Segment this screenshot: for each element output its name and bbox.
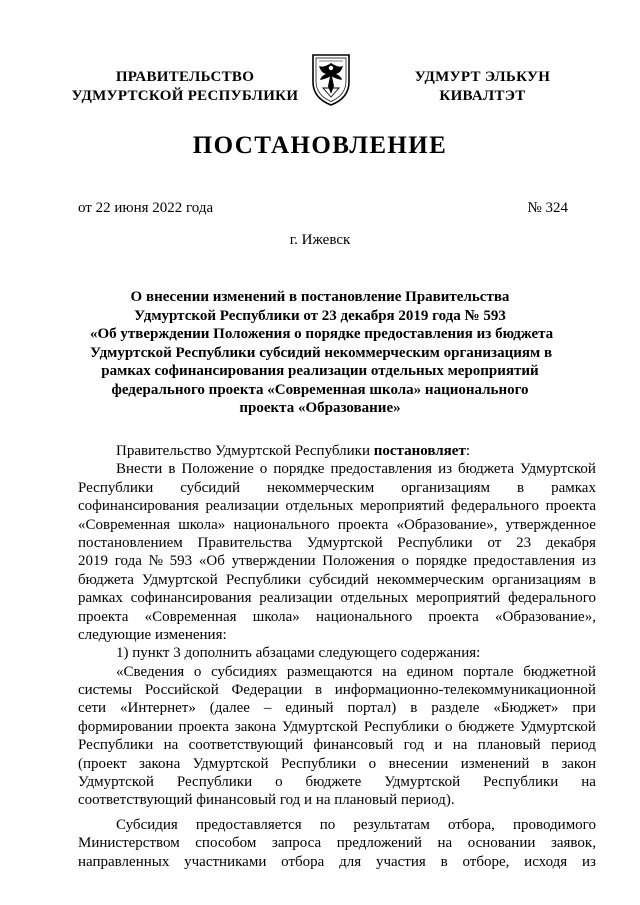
body-word: проекта (78, 608, 129, 625)
body-word: в (517, 479, 525, 496)
body-word: на (452, 737, 468, 754)
body-line (78, 571, 596, 589)
body-word: софинансирования (130, 590, 252, 607)
body-line (78, 497, 596, 515)
body-word: дополнить (184, 645, 256, 662)
body-word: организациям (492, 571, 581, 588)
body-word: 1) (116, 645, 133, 662)
body-word: участия (375, 853, 426, 870)
intro-suffix: : (465, 443, 470, 459)
body-word: от (487, 534, 502, 551)
body-word: рамках (551, 479, 596, 496)
body-word: в (440, 853, 448, 870)
body-word: предоставляется (195, 816, 302, 833)
body-line (78, 626, 596, 644)
body-word: отборе, (462, 853, 510, 870)
body-word: Республики (483, 774, 559, 791)
header-right-line-2: КИВАЛТЭТ (439, 88, 526, 104)
body-word: в (168, 461, 176, 478)
body-word: и (434, 737, 443, 754)
body-word: о (368, 755, 377, 772)
body-word: «Современная (144, 608, 237, 625)
body-word: порядке (415, 553, 467, 570)
subject-line: О внесении изменений в постановление Правительства (130, 289, 510, 305)
subject-line: Удмуртской Республики от 23 декабря 2019 года № 593 (134, 307, 506, 324)
body-line (78, 773, 596, 791)
body-word: 593 (169, 553, 193, 570)
body-word: едином (406, 663, 454, 680)
body-word: 23 (516, 534, 532, 551)
body-word: Правительства (197, 534, 292, 551)
body-word: отдельных (285, 498, 354, 515)
body-line (78, 479, 596, 497)
body-word: отбора, (447, 816, 495, 833)
body-word: порядке (273, 461, 325, 478)
body-word: размещаются (286, 663, 373, 680)
body-word: единый (285, 700, 334, 717)
body-word: Внести (116, 461, 163, 478)
body-line (78, 816, 596, 834)
body-word: по (319, 816, 336, 833)
body-word: Удмуртской (141, 571, 218, 588)
body-word: о (259, 461, 268, 478)
body-word: национального (233, 516, 330, 533)
body-word: следующие (78, 626, 155, 643)
intro-prefix: Правительство Удмуртской Республики (116, 443, 374, 459)
body-word: Удмуртской (78, 774, 154, 791)
body-word: при (572, 700, 596, 717)
subject-line: «Об утверждении Положения о порядке предоставления из бюджета (90, 326, 554, 342)
body-word: Положения (322, 553, 395, 570)
body-word: субсидий (309, 571, 369, 588)
body-word: на (315, 792, 335, 809)
subject-line: федерального проекта «Современная школа» национального (111, 381, 529, 398)
body-word: и (304, 792, 316, 809)
body-word: проекта (178, 718, 229, 735)
body-word: соответствующий (188, 737, 304, 754)
header-right-line-1: УДМУРТ ЭЛЬКУН (414, 69, 551, 85)
document-body (78, 442, 596, 871)
body-line (78, 699, 596, 717)
body-word: период). (400, 792, 455, 809)
body-line (78, 755, 596, 773)
header-left-authority (60, 68, 310, 106)
body-word: предоставления (330, 461, 433, 478)
body-line (78, 834, 596, 852)
body-word: результатам (353, 816, 430, 833)
body-line (78, 608, 596, 626)
body-word: способом (195, 835, 257, 852)
body-word: школа» (252, 608, 300, 625)
body-word: пункт (132, 645, 174, 662)
body-word: Республики (78, 479, 154, 496)
body-word: запроса (271, 835, 322, 852)
body-line (78, 516, 596, 534)
document-title: ПОСТАНОВЛЕНИЕ (192, 132, 448, 159)
body-word: портал) (347, 700, 397, 717)
body-word: соответствующий (78, 792, 197, 809)
body-word: «Современная (78, 516, 171, 533)
body-word: № (148, 553, 163, 570)
body-line (78, 534, 596, 552)
header-left-line-2: УДМУРТСКОЙ РЕСПУБЛИКИ (71, 88, 299, 104)
body-word: бюджета (78, 571, 134, 588)
body-word: «Бюджет» (493, 700, 559, 717)
header-left-line-1: ПРАВИТЕЛЬСТВО (115, 69, 255, 85)
document-number: № 324 (527, 200, 568, 216)
body-word: бюджета (458, 461, 514, 478)
body-word: из (438, 461, 453, 478)
body-line (78, 853, 596, 871)
body-word: «Интернет» (120, 700, 196, 717)
body-word: школа» (178, 516, 226, 533)
body-word: формировании (78, 718, 173, 735)
body-word: внесении (388, 755, 449, 772)
body-word: Республики (397, 534, 473, 551)
body-word: в (588, 571, 596, 588)
body-word: национального (316, 608, 413, 625)
body-word: о (444, 718, 453, 735)
body-word: следующего (318, 645, 401, 662)
body-word: Удмуртской (282, 718, 358, 735)
body-line (78, 552, 596, 570)
body-line (78, 718, 596, 736)
body-word: отдельных (340, 590, 409, 607)
body-line (78, 681, 596, 699)
body-word: постановлением (78, 534, 183, 551)
body-word: утвержденное (505, 516, 596, 533)
body-word: исходя (524, 853, 568, 870)
subject-line: Удмуртской Республики субсидий некоммерческим организациям в (90, 344, 553, 361)
body-word: на (163, 737, 179, 754)
body-word: о (401, 553, 410, 570)
body-word: некоммерческим (376, 571, 485, 588)
body-line (78, 736, 596, 754)
body-word: организациям (401, 479, 491, 496)
body-word: из (581, 853, 596, 870)
body-word: на (581, 774, 596, 791)
body-word: год (279, 792, 305, 809)
body-word: Республики (78, 737, 154, 754)
body-word: разделе (431, 700, 480, 717)
body-word: в (314, 682, 323, 699)
body-word: Российской (144, 682, 219, 699)
body-word: Удмуртской (192, 755, 269, 772)
body-word: период (550, 737, 596, 754)
body-line (78, 791, 596, 809)
subject-line: проекта «Образование» (239, 400, 401, 416)
body-word: 3 (173, 645, 185, 662)
body-word: мероприятий (360, 498, 445, 515)
body-word: Федерации (231, 682, 303, 699)
body-word: мероприятий (416, 590, 501, 607)
body-word: (проект (78, 755, 127, 772)
body-word: 2019 (78, 553, 108, 570)
body-word: субсидий (180, 479, 240, 496)
body-line (78, 644, 596, 662)
body-word: изменений (460, 755, 530, 772)
body-word: закон (561, 755, 596, 772)
header-right-authority (395, 68, 570, 106)
body-word: закона (138, 755, 181, 772)
body-word: утверждении (231, 553, 316, 570)
body-word: Республики (363, 718, 440, 735)
body-word: о (193, 663, 202, 680)
body-word: года (114, 553, 142, 570)
body-word: Республики (176, 774, 253, 791)
body-word: в (541, 755, 549, 772)
body-word: Субсидия (116, 816, 178, 833)
body-word: финансовый (313, 737, 394, 754)
body-word: абзацами (255, 645, 319, 662)
body-word: отбора (281, 853, 325, 870)
body-word: информационно-телекоммуникационной (334, 682, 596, 699)
body-line (78, 460, 596, 478)
body-word: бюджете (305, 774, 362, 791)
body-word: основании (467, 835, 536, 852)
subject-line: рамках софинансирования реализации отдельных мероприятий (101, 363, 539, 379)
body-word: закона (234, 718, 277, 735)
body-word: из (581, 553, 596, 570)
body-word: федерального (508, 590, 596, 607)
body-word: предложений (336, 835, 422, 852)
body-word: декабря (545, 534, 596, 551)
body-word: (далее (209, 700, 250, 717)
body-word: рамках (78, 590, 123, 607)
body-word: предоставления (473, 553, 576, 570)
body-word: Министерством (78, 835, 180, 852)
body-word: «Сведения (116, 663, 185, 680)
body-word: Удмуртской (520, 718, 596, 735)
body-word: «Образование», (396, 516, 498, 533)
body-word: бюджете (458, 718, 515, 735)
coat-of-arms-emblem-icon (309, 52, 353, 108)
body-word: некоммерческим (266, 479, 375, 496)
body-word: Удмуртской (520, 461, 596, 478)
body-word: плановый (334, 792, 401, 809)
body-word: Республики (225, 571, 302, 588)
body-word: проекта (337, 516, 389, 533)
body-word: реализации (259, 590, 333, 607)
body-word: о (275, 774, 283, 791)
body-word: «Об (198, 553, 225, 570)
body-word: – (263, 700, 272, 717)
body-word: содержания: (400, 645, 481, 662)
body-word: бюджетной (523, 663, 596, 680)
body-word: финансовый (196, 792, 280, 809)
body-word: заявок, (550, 835, 596, 852)
body-word: изменения: (154, 626, 227, 643)
body-line (78, 663, 596, 681)
body-word: плановый (477, 737, 541, 754)
body-line (78, 589, 596, 607)
body-intro-line (78, 442, 596, 460)
document-city: г. Ижевск (289, 232, 351, 248)
body-word: проекта (545, 498, 596, 515)
body-word: субсидиях (211, 663, 278, 680)
body-word: Удмуртской (384, 774, 461, 791)
body-word: на (382, 663, 397, 680)
document-date: от 22 июня 2022 года (78, 200, 214, 216)
body-word: участниками (184, 853, 267, 870)
body-word: Удмуртской (306, 534, 383, 551)
body-word: для (339, 853, 362, 870)
body-word: реализации (205, 498, 279, 515)
body-word: портале (463, 663, 514, 680)
body-word: Республики (280, 755, 357, 772)
body-word: проекта (428, 608, 479, 625)
body-word: в (410, 700, 418, 717)
body-word: «Образование», (494, 608, 596, 625)
body-word: на (437, 835, 453, 852)
body-word: направленных (78, 853, 170, 870)
intro-verb: постановляет (373, 443, 466, 459)
document-subject (90, 288, 554, 418)
body-word: софинансирования (78, 498, 199, 515)
body-word: сети (78, 700, 107, 717)
body-word: системы (78, 682, 133, 699)
body-word: Положение (181, 461, 254, 478)
body-word: федерального (451, 498, 539, 515)
body-word: год (403, 737, 425, 754)
body-word: проводимого (512, 816, 596, 833)
